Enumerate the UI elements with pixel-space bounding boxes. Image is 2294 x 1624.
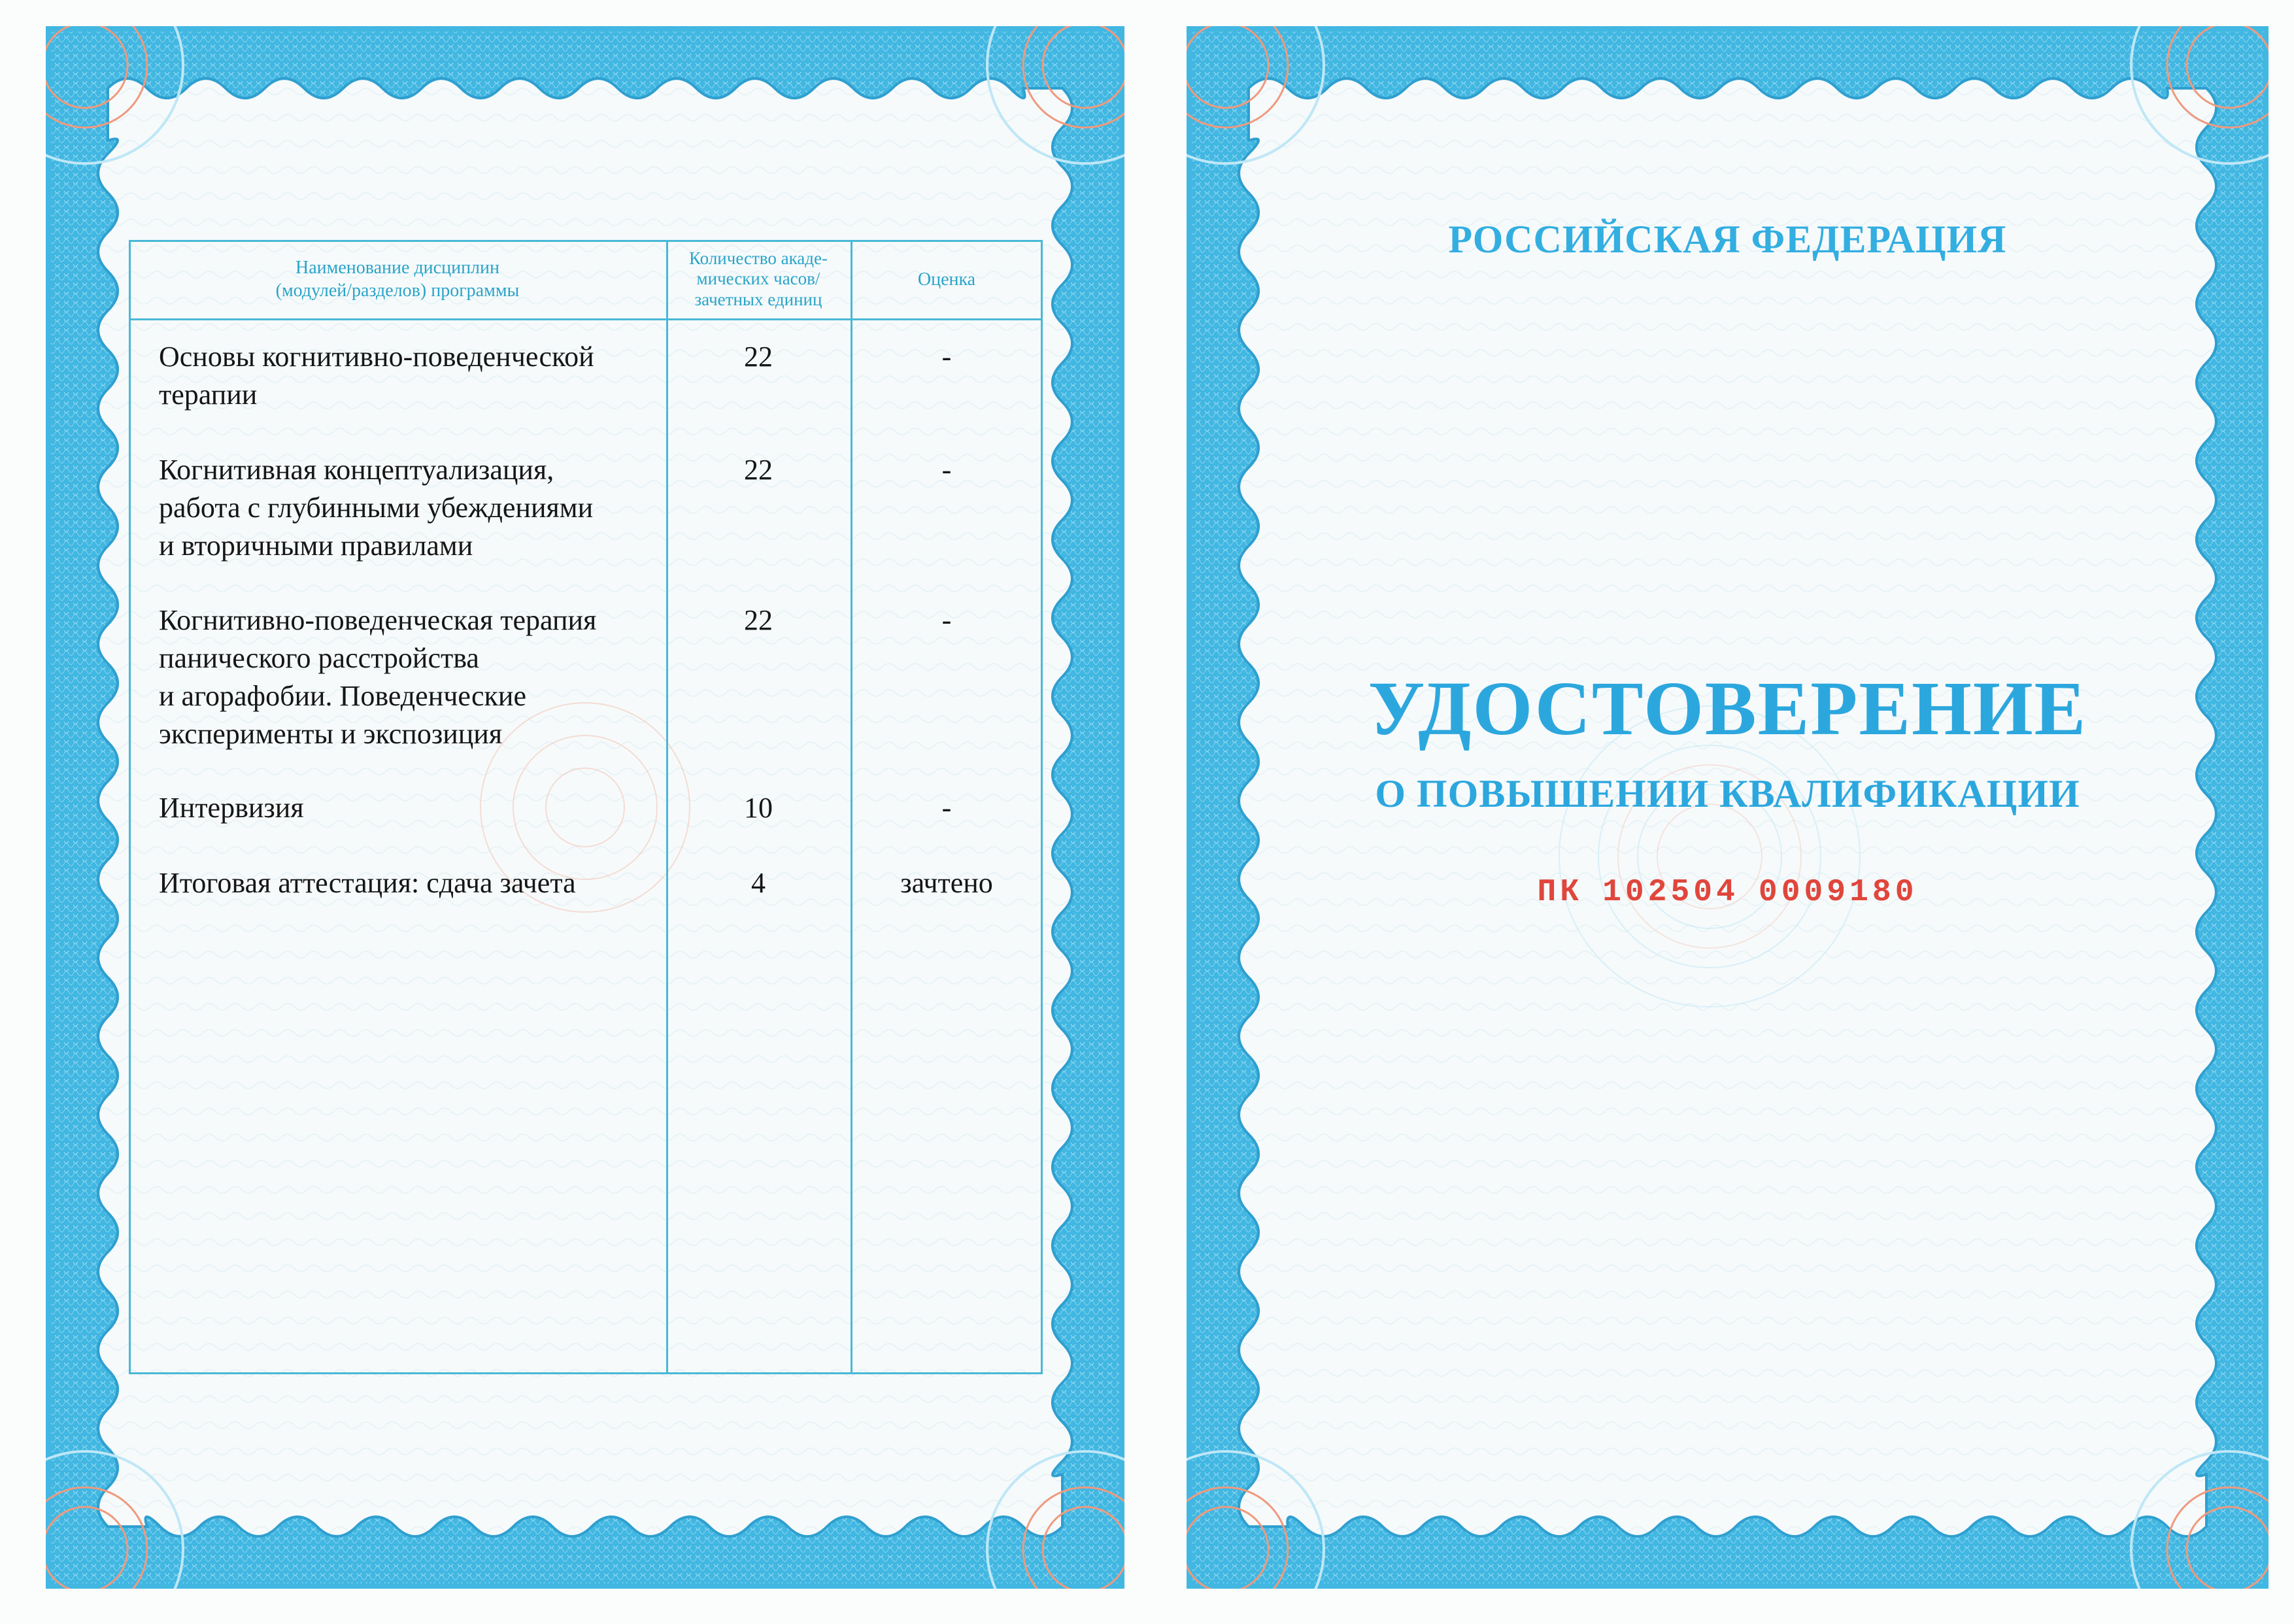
header-discipline-name: Наименование дисциплин (модулей/разделов) программы <box>275 258 520 301</box>
discipline-grade: - <box>941 454 952 486</box>
certificate-inner-page <box>46 26 1124 1589</box>
table-bottom-border <box>129 1372 1043 1374</box>
document-subtitle: О ПОВЫШЕНИИ КВАЛИФИКАЦИИ <box>1375 772 2080 815</box>
discipline-grade: зачтено <box>900 867 993 899</box>
discipline-hours: 22 <box>744 341 773 373</box>
discipline-name: Итоговая аттестация: сдача зачета <box>159 867 576 899</box>
country-name: РОССИЙСКАЯ ФЕДЕРАЦИЯ <box>1448 218 2007 261</box>
discipline-hours: 4 <box>751 867 766 899</box>
serial-prefix: ПК <box>1537 875 1583 910</box>
header-grade: Оценка <box>917 269 976 290</box>
discipline-hours: 22 <box>744 454 773 486</box>
discipline-name: Когнитивно-поведенческая терапия панического расстройства и агорафобии. Поведенческие эксперименты и экспозиция <box>159 604 597 750</box>
certificate-cover-page <box>1187 26 2269 1589</box>
discipline-grade: - <box>941 604 952 636</box>
serial-number <box>1187 875 2269 910</box>
serial-part-1: 102504 <box>1602 875 1739 910</box>
header-hours: Количество акаде- мических часов/ зачетных единиц <box>689 248 828 309</box>
document-title: УДОСТОВЕРЕНИЕ <box>1368 666 2087 751</box>
table-header-border <box>129 318 1043 320</box>
table-left-border <box>129 240 131 1374</box>
discipline-name: Когнитивная концептуализация, работа с глубинными убеждениями и вторичными правилами <box>159 454 594 562</box>
discipline-hours: 22 <box>744 604 773 636</box>
disciplines-table <box>129 240 1043 1374</box>
discipline-name: Основы когнитивно-поведенческой терапии <box>159 341 594 411</box>
discipline-name: Интервизия <box>159 792 304 824</box>
discipline-hours: 10 <box>744 792 773 824</box>
discipline-grade: - <box>941 792 952 824</box>
discipline-grade: - <box>941 341 952 373</box>
serial-part-2: 0009180 <box>1758 875 1918 910</box>
